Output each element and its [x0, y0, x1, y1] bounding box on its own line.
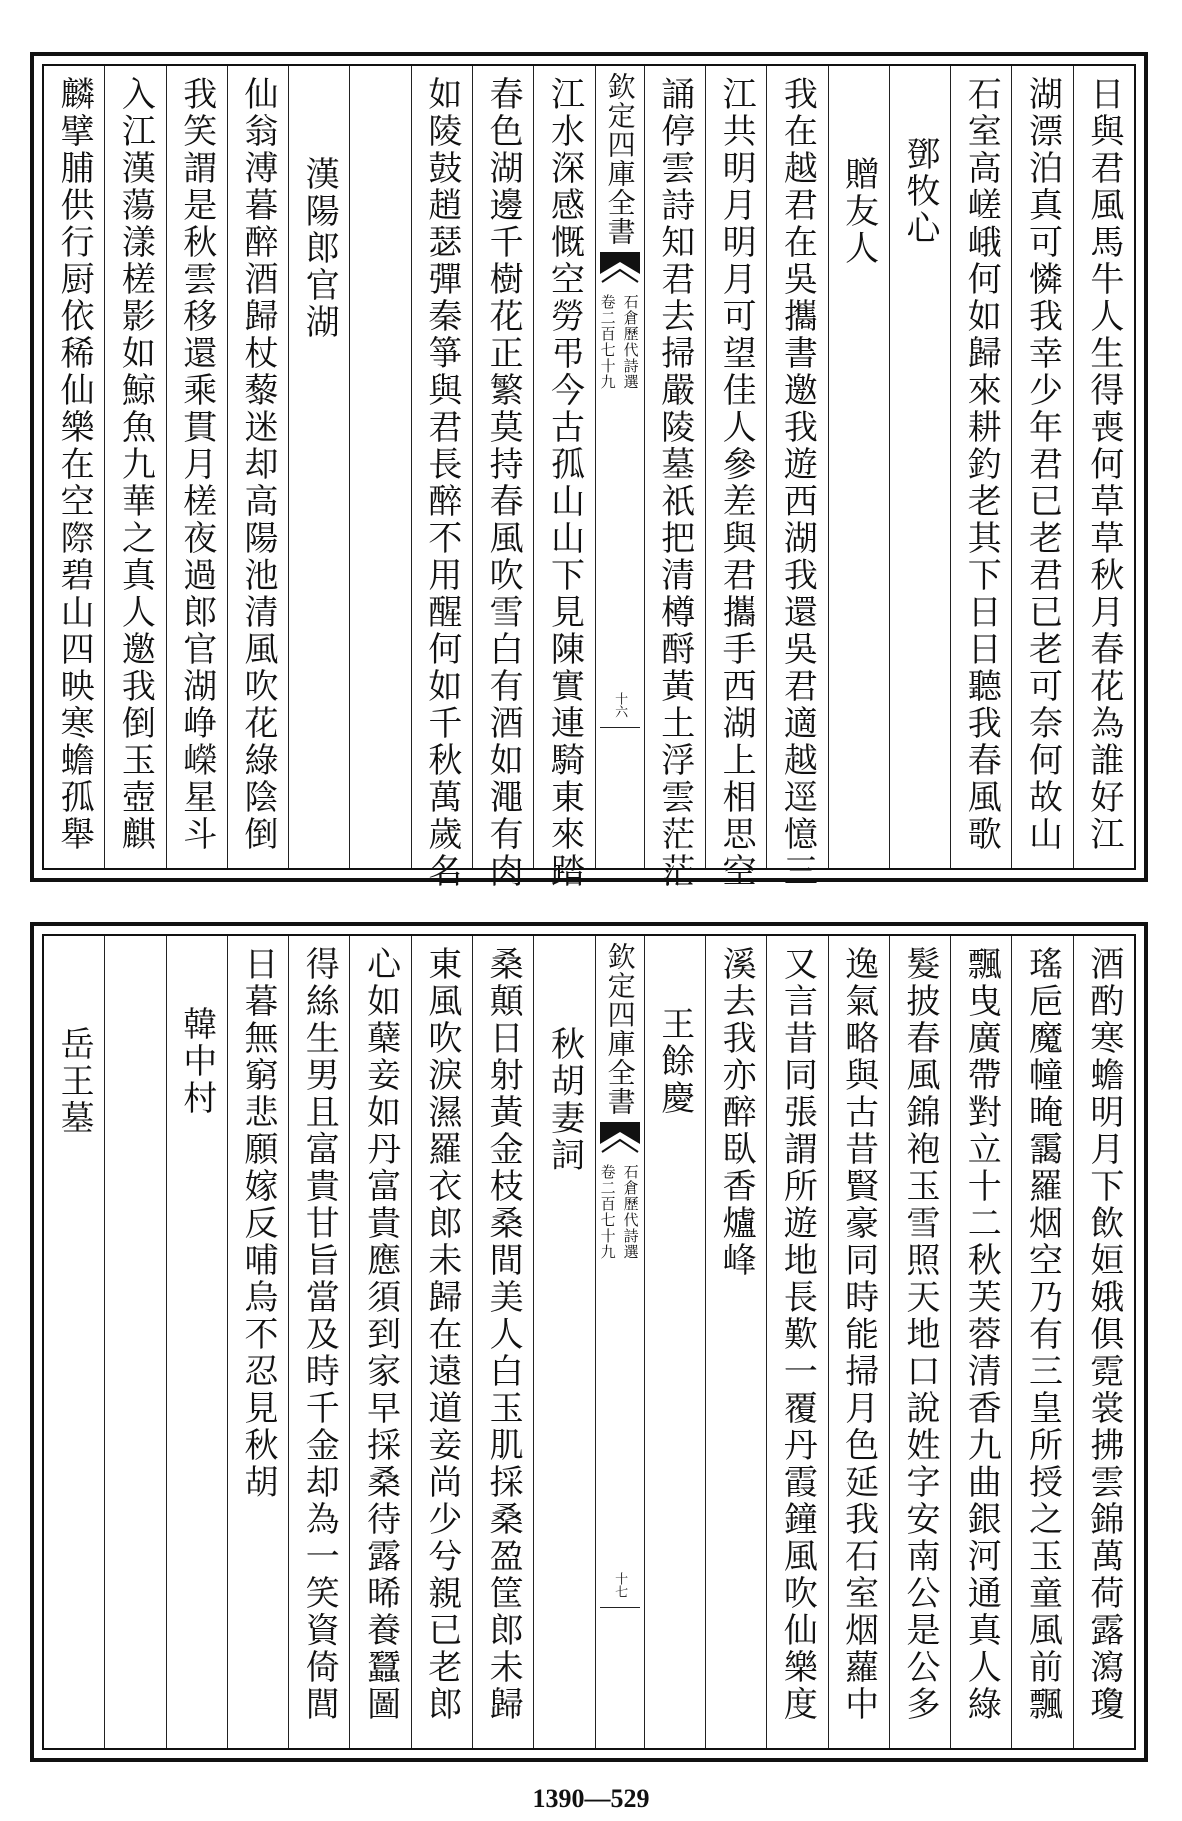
- top_page-left-column: [533, 66, 594, 890]
- leaf-number: 十七: [612, 1572, 628, 1598]
- top_page-left-column: [472, 66, 533, 890]
- poet-name: 王餘慶: [654, 1006, 695, 1117]
- verse-line: 麟擘脯供行厨依稀仙樂在空際碧山四映寒蟾孤舉: [54, 76, 95, 853]
- verse-line: 逸氣略與古昔賢豪同時能掃月色延我石室烟蘿中: [838, 946, 879, 1723]
- bottom_page-left-column: [472, 936, 533, 1748]
- bottom_page-left-column: [166, 936, 227, 1748]
- bottom_page-centerfold: [595, 936, 644, 1748]
- top-page-frame: [42, 64, 1136, 890]
- bottom-page: [30, 922, 1148, 1762]
- centerfold-rule: [600, 1607, 640, 1608]
- verse-line: 溪去我亦醉臥香爐峰: [716, 946, 757, 1279]
- top_page-right-column: [1073, 66, 1134, 868]
- poem-title: 秋胡妻詞: [544, 1026, 585, 1174]
- bottom-page-columns: [44, 936, 1134, 1748]
- verse-line: 石室高嵯峨何如歸來耕釣老其下日日聽我春風歌: [961, 76, 1002, 853]
- bottom_page-right-column: [644, 936, 705, 1748]
- bottom_page-right-column: [1073, 936, 1134, 1748]
- fishtail-mark-icon: [600, 252, 640, 288]
- bottom-page-frame: [42, 934, 1136, 1750]
- verse-line: 我笑謂是秋雲移還乘貫月槎夜過郎官湖峥嶸星斗: [176, 76, 217, 853]
- running-title: 欽定四庫全書: [603, 72, 637, 246]
- bottom_page-left-column: [288, 936, 349, 1748]
- top_page-left-column: [288, 66, 349, 868]
- top_page-right-column: [950, 66, 1011, 868]
- top_page-right-column: [828, 66, 889, 868]
- top_page-left-column: [104, 66, 165, 868]
- bottom_page-right-column: [828, 936, 889, 1748]
- poem-title: 贈友人: [838, 156, 879, 267]
- top_page-right-column: [705, 66, 766, 890]
- volume-number: 卷二百七十九: [598, 294, 617, 390]
- verse-line: 江水深感慨空勞弔今古孤山山下見陳實連騎東來踏: [544, 76, 585, 890]
- verse-line: 入江漢蕩漾槎影如鯨魚九華之真人邀我倒玉壺麒: [115, 76, 156, 853]
- verse-line: 仙翁溥暮醉酒歸杖藜迷却高陽池清風吹花綠陰倒: [237, 76, 278, 853]
- book-title: 石倉歷代詩選: [621, 1164, 640, 1260]
- top_page-left-column: [411, 66, 472, 890]
- top_page-centerfold: [595, 66, 644, 868]
- verse-line: 酒酌寒蟾明月下飲姮娥俱霓裳拂雲錦萬荷露瀉瓊: [1083, 946, 1124, 1723]
- verse-line: 髮披春風錦袍玉雪照天地口說姓字安南公是公多: [899, 946, 940, 1723]
- top_page-left-column: [227, 66, 288, 868]
- poem-title: 漢陽郎官湖: [299, 156, 340, 341]
- poem-title: 岳王墓: [54, 1026, 95, 1137]
- verse-line: 瑤巵魔幢晻靄羅烟空乃有三皇所授之玉童風前飄: [1022, 946, 1063, 1723]
- bottom_page-left-column: [104, 936, 165, 1748]
- top_page-right-column: [766, 66, 827, 890]
- verse-line: 日與君風馬牛人生得喪何草草秋月春花為誰好江: [1083, 76, 1124, 853]
- verse-line: 春色湖邊千樹花正繁莫持春風吹雪白有酒如澠有肉: [483, 76, 524, 890]
- bottom_page-right-column: [950, 936, 1011, 1748]
- verse-line: 湖漂泊真可憐我幸少年君已老君已老可奈何故山: [1022, 76, 1063, 853]
- leaf-number: 十六: [612, 692, 628, 718]
- top_page-left-column: [44, 66, 104, 868]
- verse-line: 江共明月明月可望佳人參差與君攜手西湖上相思空: [716, 76, 757, 890]
- bottom_page-right-column: [705, 936, 766, 1748]
- volume-number: 卷二百七十九: [598, 1164, 617, 1260]
- centerfold-meta: [598, 1164, 642, 1260]
- bottom_page-right-column: [766, 936, 827, 1748]
- book-title: 石倉歷代詩選: [621, 294, 640, 390]
- top_page-right-column: [1011, 66, 1072, 868]
- verse-line: 東風吹淚濕羅衣郎未歸在遠道妾尚少兮親已老郎: [421, 946, 462, 1723]
- bottom_page-right-column: [889, 936, 950, 1748]
- verse-line: 飄曳廣帶對立十二秋芙蓉清香九曲銀河通真人綠: [961, 946, 1002, 1723]
- centerfold-rule: [600, 727, 640, 728]
- top_page-left-column: [166, 66, 227, 868]
- top_page-right-column: [889, 66, 950, 868]
- centerfold-meta: [598, 294, 642, 390]
- bottom_page-left-column: [411, 936, 472, 1748]
- poet-name: 鄧牧心: [899, 136, 940, 247]
- poet-name: 韓中村: [176, 1006, 217, 1117]
- bottom_page-left-column: [227, 936, 288, 1748]
- verse-line: 誦停雲詩知君去掃嚴陵墓祇把清樽酹黃土浮雲茫茫: [654, 76, 695, 890]
- verse-line: 日暮無窮悲願嫁反哺烏不忍見秋胡: [237, 946, 278, 1501]
- top_page-left-column: [349, 66, 410, 868]
- verse-line: 如陵鼓趙瑟彈秦箏與君長醉不用醒何如千秋萬歲名: [421, 76, 462, 890]
- verse-line: 我在越君在吳攜書邀我遊西湖我還吳君適越逕憶三: [777, 76, 818, 890]
- verse-line: 得絲生男且富貴甘旨當及時千金却為一笑資倚閭: [299, 946, 340, 1723]
- bottom_page-left-column: [533, 936, 594, 1748]
- bottom_page-left-column: [349, 936, 410, 1748]
- top-page-columns: [44, 66, 1134, 890]
- fishtail-mark-icon: [600, 1122, 640, 1158]
- top_page-right-column: [644, 66, 705, 890]
- bottom_page-left-column: [44, 936, 104, 1748]
- verse-line: 又言昔同張謂所遊地長歎一覆丹霞鐘風吹仙樂度: [777, 946, 818, 1723]
- verse-line: 桑顛日射黃金枝桑間美人白玉肌採桑盈筐郎未歸: [483, 946, 524, 1723]
- top-page: [30, 52, 1148, 890]
- page-footer-number: 1390—529: [532, 1784, 650, 1813]
- bottom_page-right-column: [1011, 936, 1072, 1748]
- running-title: 欽定四庫全書: [603, 942, 637, 1116]
- verse-line: 心如蘖妾如丹富貴應須到家早採桑待露晞養蠶圖: [360, 946, 401, 1723]
